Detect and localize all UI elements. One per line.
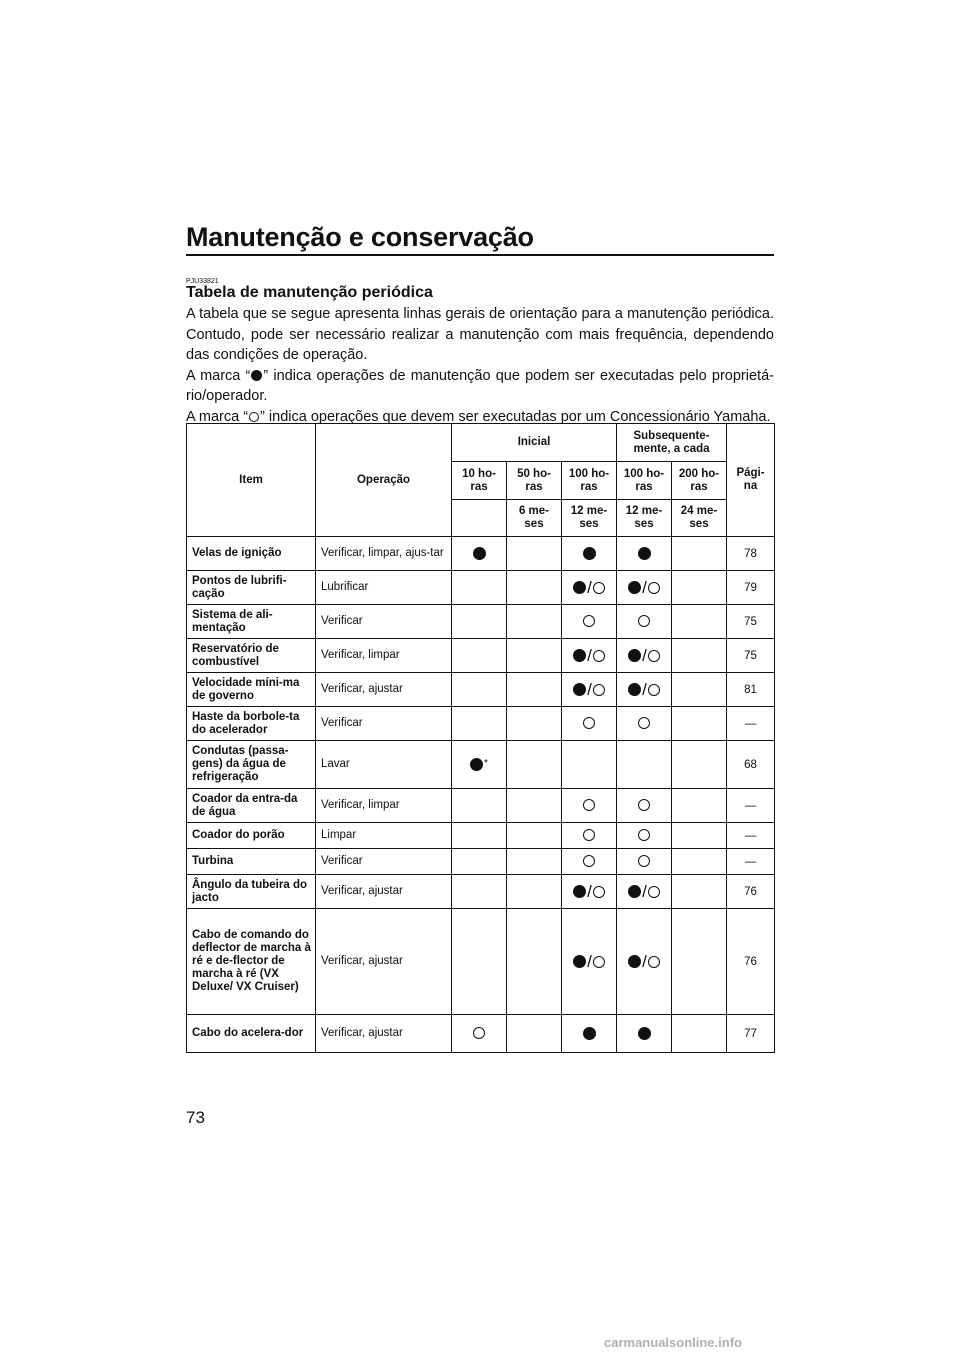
header-subsequent: Subsequente-mente, a cada <box>617 424 727 462</box>
empty-circle-icon <box>648 582 660 594</box>
header-page: Pági-na <box>727 424 775 537</box>
row-mark-cell <box>507 849 562 875</box>
page-number: 73 <box>186 1108 205 1127</box>
row-mark-cell <box>617 789 672 823</box>
row-mark-cell <box>562 605 617 639</box>
row-item: Sistema de ali-mentação <box>187 605 316 639</box>
table-row <box>187 741 775 789</box>
filled-circle-icon <box>573 955 586 968</box>
filled-circle-icon <box>573 683 586 696</box>
maintenance-table <box>186 423 775 1053</box>
header-initial: Inicial <box>452 424 617 462</box>
row-mark-cell <box>672 1015 727 1053</box>
row-mark-cell <box>452 707 507 741</box>
table-row <box>187 605 775 639</box>
row-mark-cell <box>672 875 727 909</box>
row-item: Cabo de comando do deflector de marcha à ré e de-flector de marcha à ré (VX Deluxe/ VX Cruiser) <box>187 909 316 1015</box>
row-operation: Verificar, ajustar <box>316 875 452 909</box>
row-mark-cell <box>617 875 672 909</box>
row-mark-cell <box>672 789 727 823</box>
row-page: 79 <box>727 571 775 605</box>
intro-p3-before: A marca “ <box>186 408 249 425</box>
slash-separator: / <box>642 646 647 665</box>
intro-p2-after: ” indica operações de manutenção que podem ser executadas pelo proprietário/operador. <box>186 367 774 404</box>
table-row <box>187 707 775 741</box>
row-mark-cell <box>617 571 672 605</box>
header-100-hours-subsequent: 100 ho-ras <box>617 462 672 500</box>
slash-separator: / <box>587 952 592 971</box>
table-row <box>187 673 775 707</box>
row-mark-cell <box>507 571 562 605</box>
intro-p3-after: ” indica operações que devem ser executadas por um Concessionário Yamaha. <box>260 408 771 425</box>
row-mark-cell <box>507 875 562 909</box>
row-page: 75 <box>727 639 775 673</box>
table-row <box>187 875 775 909</box>
header-50-hours: 50 ho-ras <box>507 462 562 500</box>
empty-circle-icon <box>648 684 660 696</box>
filled-circle-icon <box>628 885 641 898</box>
row-mark-cell <box>562 707 617 741</box>
header-item: Item <box>187 424 316 537</box>
row-page: — <box>727 823 775 849</box>
row-operation: Verificar <box>316 605 452 639</box>
row-item: Pontos de lubrifi-cação <box>187 571 316 605</box>
row-mark-cell <box>617 673 672 707</box>
row-item: Velas de ignição <box>187 537 316 571</box>
empty-circle-icon <box>648 886 660 898</box>
empty-circle-icon <box>593 684 605 696</box>
row-mark-cell <box>672 707 727 741</box>
row-page: 76 <box>727 875 775 909</box>
intro-p2-before: A marca “ <box>186 367 251 384</box>
empty-circle-icon <box>583 799 595 811</box>
watermark: carmanualsonline.info <box>604 1335 742 1350</box>
row-mark-cell <box>507 1015 562 1053</box>
row-operation: Verificar, limpar, ajus-tar <box>316 537 452 571</box>
row-mark-cell <box>562 1015 617 1053</box>
empty-circle-icon <box>638 799 650 811</box>
row-item: Haste da borbole-ta do acelerador <box>187 707 316 741</box>
row-page: 78 <box>727 537 775 571</box>
row-page: 77 <box>727 1015 775 1053</box>
filled-circle-icon <box>628 581 641 594</box>
row-mark-cell <box>452 639 507 673</box>
empty-circle-icon <box>583 855 595 867</box>
empty-circle-icon <box>593 886 605 898</box>
filled-circle-icon <box>573 649 586 662</box>
row-mark-cell <box>672 571 727 605</box>
row-item: Ângulo da tubeira do jacto <box>187 875 316 909</box>
section-code: PJU33821 <box>186 278 219 285</box>
row-operation: Lubrificar <box>316 571 452 605</box>
row-page: 68 <box>727 741 775 789</box>
empty-circle-icon <box>648 956 660 968</box>
header-12-months-subsequent: 12 me-ses <box>617 500 672 537</box>
row-item: Coador da entra-da de água <box>187 789 316 823</box>
row-item: Condutas (passa-gens) da água de refrigeração <box>187 741 316 789</box>
intro-paragraph-2 <box>186 366 774 407</box>
table-row <box>187 1015 775 1053</box>
row-operation: Verificar, ajustar <box>316 673 452 707</box>
row-page: — <box>727 849 775 875</box>
row-operation: Lavar <box>316 741 452 789</box>
row-mark-cell <box>617 741 672 789</box>
row-item: Velocidade míni-ma de governo <box>187 673 316 707</box>
row-mark-cell <box>452 909 507 1015</box>
row-mark-cell <box>562 537 617 571</box>
row-mark-cell <box>562 823 617 849</box>
header-operation: Operação <box>316 424 452 537</box>
row-mark-cell <box>672 909 727 1015</box>
row-operation: Verificar <box>316 849 452 875</box>
row-mark-cell <box>452 741 507 789</box>
filled-circle-icon <box>628 955 641 968</box>
filled-circle-icon <box>583 1027 596 1040</box>
table-row <box>187 849 775 875</box>
header-empty <box>452 500 507 537</box>
row-operation: Verificar, limpar <box>316 789 452 823</box>
row-operation: Limpar <box>316 823 452 849</box>
row-page: 75 <box>727 605 775 639</box>
filled-circle-icon <box>638 547 651 560</box>
header-100-hours-initial: 100 ho-ras <box>562 462 617 500</box>
header-6-months: 6 me-ses <box>507 500 562 537</box>
row-mark-cell <box>507 639 562 673</box>
slash-separator: / <box>642 882 647 901</box>
row-mark-cell <box>562 789 617 823</box>
row-mark-cell <box>672 849 727 875</box>
row-mark-cell <box>452 875 507 909</box>
row-mark-cell <box>617 909 672 1015</box>
filled-circle-icon <box>573 581 586 594</box>
table-row <box>187 789 775 823</box>
row-mark-cell <box>562 849 617 875</box>
row-mark-cell <box>507 673 562 707</box>
row-operation: Verificar, ajustar <box>316 909 452 1015</box>
table-row <box>187 537 775 571</box>
row-page: — <box>727 707 775 741</box>
empty-circle-icon <box>648 650 660 662</box>
filled-circle-icon <box>470 758 483 771</box>
row-mark-cell <box>562 875 617 909</box>
row-operation: Verificar, ajustar <box>316 1015 452 1053</box>
filled-circle-icon <box>628 649 641 662</box>
row-mark-cell <box>562 909 617 1015</box>
empty-circle-icon <box>593 582 605 594</box>
asterisk-mark: * <box>484 758 488 769</box>
empty-circle-icon <box>249 412 259 422</box>
row-mark-cell <box>452 673 507 707</box>
row-mark-cell <box>617 849 672 875</box>
row-page: 76 <box>727 909 775 1015</box>
table-row <box>187 823 775 849</box>
row-mark-cell <box>617 707 672 741</box>
table-row <box>187 571 775 605</box>
row-mark-cell <box>507 823 562 849</box>
row-mark-cell <box>562 741 617 789</box>
empty-circle-icon <box>583 615 595 627</box>
empty-circle-icon <box>473 1027 485 1039</box>
intro-paragraph-1: A tabela que se segue apresenta linhas gerais de orientação para a manutenção periódica. Contudo, pode ser necessário realizar a manutenção com mais frequência, dependendo das condições de operação. <box>186 306 774 363</box>
row-mark-cell <box>617 1015 672 1053</box>
page-title: Manutenção e conservação <box>186 222 534 252</box>
row-mark-cell <box>452 605 507 639</box>
row-item: Reservatório de combustível <box>187 639 316 673</box>
row-mark-cell <box>452 823 507 849</box>
row-page: 81 <box>727 673 775 707</box>
filled-circle-icon <box>573 885 586 898</box>
header-10-hours: 10 ho-ras <box>452 462 507 500</box>
header-24-months: 24 me-ses <box>672 500 727 537</box>
filled-circle-icon <box>473 547 486 560</box>
row-mark-cell <box>507 789 562 823</box>
empty-circle-icon <box>638 855 650 867</box>
intro-text <box>186 304 774 427</box>
row-mark-cell <box>562 639 617 673</box>
row-operation: Verificar <box>316 707 452 741</box>
row-mark-cell <box>672 823 727 849</box>
row-mark-cell <box>617 605 672 639</box>
row-mark-cell <box>507 605 562 639</box>
empty-circle-icon <box>638 717 650 729</box>
row-item: Turbina <box>187 849 316 875</box>
empty-circle-icon <box>638 829 650 841</box>
header-12-months-initial: 12 me-ses <box>562 500 617 537</box>
empty-circle-icon <box>583 829 595 841</box>
row-mark-cell <box>452 789 507 823</box>
slash-separator: / <box>642 578 647 597</box>
slash-separator: / <box>587 882 592 901</box>
row-mark-cell <box>672 537 727 571</box>
row-mark-cell <box>672 639 727 673</box>
section-title: Tabela de manutenção periódica <box>186 284 433 301</box>
header-200-hours: 200 ho-ras <box>672 462 727 500</box>
row-mark-cell <box>672 673 727 707</box>
row-mark-cell <box>507 707 562 741</box>
row-item: Coador do porão <box>187 823 316 849</box>
table-body <box>187 537 775 1053</box>
slash-separator: / <box>642 952 647 971</box>
empty-circle-icon <box>593 956 605 968</box>
row-mark-cell <box>452 537 507 571</box>
row-mark-cell <box>507 909 562 1015</box>
row-mark-cell <box>452 571 507 605</box>
row-mark-cell <box>507 741 562 789</box>
slash-separator: / <box>642 680 647 699</box>
row-mark-cell <box>672 605 727 639</box>
table-row <box>187 639 775 673</box>
filled-circle-icon <box>628 683 641 696</box>
row-mark-cell <box>507 537 562 571</box>
empty-circle-icon <box>593 650 605 662</box>
slash-separator: / <box>587 578 592 597</box>
row-operation: Verificar, limpar <box>316 639 452 673</box>
row-mark-cell <box>562 571 617 605</box>
row-mark-cell <box>672 741 727 789</box>
row-mark-cell <box>617 639 672 673</box>
row-mark-cell <box>452 1015 507 1053</box>
row-item: Cabo do acelera-dor <box>187 1015 316 1053</box>
row-page: — <box>727 789 775 823</box>
filled-circle-icon <box>583 547 596 560</box>
empty-circle-icon <box>638 615 650 627</box>
row-mark-cell <box>617 537 672 571</box>
title-rule <box>186 254 774 256</box>
row-mark-cell <box>452 849 507 875</box>
slash-separator: / <box>587 680 592 699</box>
empty-circle-icon <box>583 717 595 729</box>
slash-separator: / <box>587 646 592 665</box>
table-row <box>187 909 775 1015</box>
filled-circle-icon <box>638 1027 651 1040</box>
row-mark-cell <box>562 673 617 707</box>
row-mark-cell <box>617 823 672 849</box>
filled-circle-icon <box>251 370 262 381</box>
